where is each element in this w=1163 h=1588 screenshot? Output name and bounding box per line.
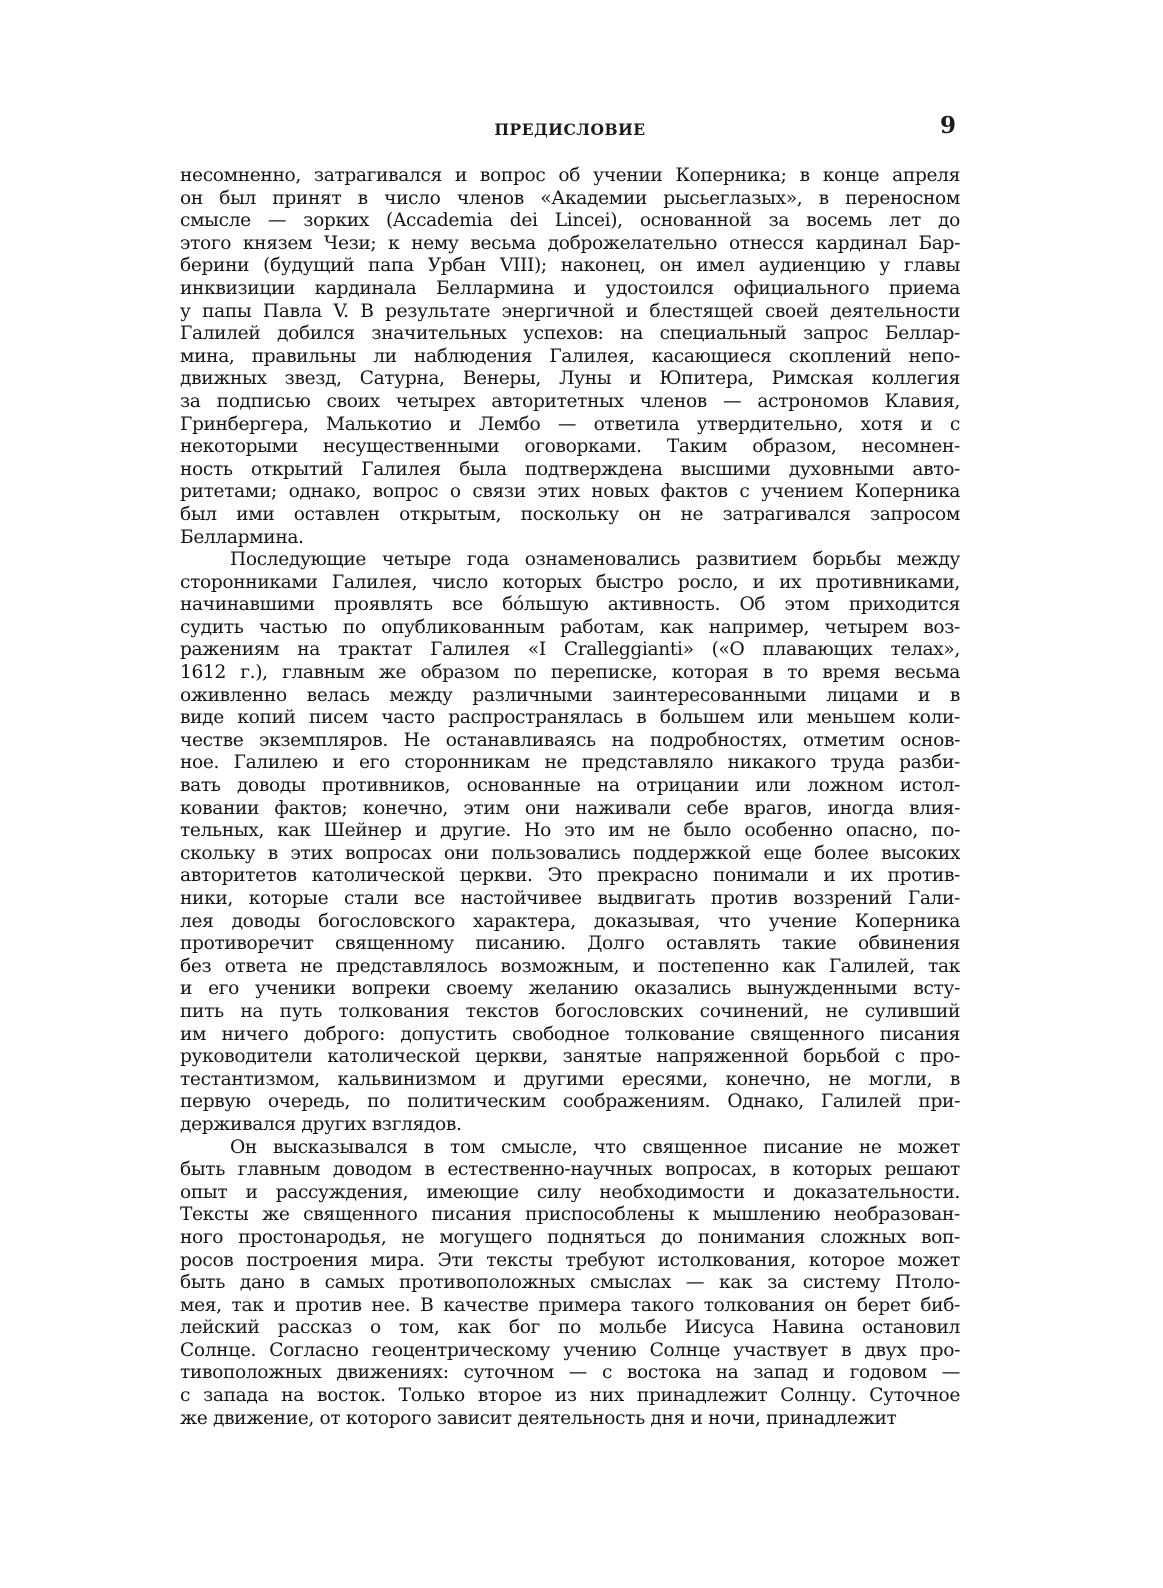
text-line: ность открытий Галилея была подтверждена высшими духовными авто- <box>180 458 960 480</box>
text-line: был ими оставлен открытым, поскольку он не затрагивался запросом <box>180 503 960 525</box>
text-line: пить на путь толкования текстов богословских сочинений, не суливший <box>180 1000 960 1022</box>
running-title: ПРЕДИСЛОВИЕ <box>494 120 646 139</box>
text-line: им ничего доброго: допустить свободное толкование священного писания <box>180 1023 960 1045</box>
text-line: вать доводы противников, основанные на отрицании или ложном истол- <box>180 775 960 797</box>
text-line: мея, так и против нее. В качестве примера такого толкования он берет биб- <box>180 1294 960 1316</box>
text-line: ное. Галилею и его сторонникам не представляло никакого труда разби- <box>180 752 960 774</box>
text-line: смысле — зорких (Accademia dei Lincei), основанной за восемь лет до <box>180 210 960 232</box>
text-line: тивоположных движениях: суточном — с востока на запад и годовом — <box>180 1362 960 1384</box>
text-line: Солнце. Согласно геоцентрическому учению Солнце участвует в двух про- <box>180 1339 960 1361</box>
paragraph <box>180 165 960 549</box>
text-line: ники, которые стали все настойчивее выдвигать против воззрений Гали- <box>180 888 960 909</box>
text-line: сторонниками Галилея, число которых быстро росло, и их противниками, <box>180 571 960 593</box>
text-line: ражениям на трактат Галилея «I Cralleggianti» («О плавающих телах», <box>180 639 960 661</box>
text-line: начинавшими проявлять все бо́льшую активность. Об этом приходится <box>180 594 960 616</box>
text-line: ритетами; однако, вопрос о связи этих новых фактов с учением Коперника <box>180 481 960 503</box>
text-line: росов построения мира. Эти тексты требуют истолкования, которое может <box>180 1249 960 1271</box>
text-line: держивался других взглядов. <box>180 1113 462 1135</box>
text-line: виде копий писем часто распространялась в большем или меньшем коли- <box>180 707 960 729</box>
text-line: лея доводы богословского характера, доказывая, что учение Коперника <box>180 910 960 932</box>
text-line: судить частью по опубликованным работам, как например, четырем воз- <box>180 616 960 638</box>
text-line: оживленно велась между различными заинтересованными лицами и в <box>180 684 960 706</box>
text-line: инквизиции кардинала Беллармина и удостоился официального приема <box>180 277 960 299</box>
text-line: этого князем Чези; к нему весьма доброжелательно отнесся кардинал Бар- <box>180 232 960 254</box>
text-line: тестантизмом, кальвинизмом и другими ересями, конечно, не могли, в <box>180 1068 960 1090</box>
text-line: Тексты же священного писания приспособлены к мышлению необразован- <box>180 1204 960 1226</box>
text-line: несомненно, затрагивался и вопрос об учении Коперника; в конце апреля <box>180 165 960 186</box>
text-line: ковании фактов; конечно, этим они наживали себе врагов, иногда влия- <box>180 797 960 819</box>
text-line: противоречит священному писанию. Долго оставлять такие обвинения <box>180 933 960 955</box>
paragraph <box>180 1137 960 1431</box>
body-text <box>180 165 960 1430</box>
text-line: первую очередь, по политическим соображениям. Однако, Галилей при- <box>180 1091 960 1113</box>
text-line: быть главным доводом в естественно-научных вопросах, в которых решают <box>180 1159 960 1181</box>
text-line: некоторыми несущественными оговорками. Таким образом, несомнен- <box>180 436 960 458</box>
text-line: берини (будущий папа Урбан VIII); наконец, он имел аудиенцию у главы <box>180 255 960 277</box>
text-line: тельных, как Шейнер и другие. Но это им не было особенно опасно, по- <box>180 820 960 842</box>
text-line: движных звезд, Сатурна, Венеры, Луны и Юпитера, Римская коллегия <box>180 368 960 390</box>
text-line: 1612 г.), главным же образом по переписке, которая в то время весьма <box>180 662 960 684</box>
text-line: Галилей добился значительных успехов: на специальный запрос Беллар- <box>180 323 960 345</box>
text-line: у папы Павла V. В результате энергичной и блестящей своей деятельности <box>180 300 960 322</box>
text-line: мина, правильны ли наблюдения Галилея, касающиеся скоплений непо- <box>180 345 960 367</box>
text-line: Беллармина. <box>180 526 304 548</box>
text-line: скольку в этих вопросах они пользовались поддержкой еще более высоких <box>180 842 960 864</box>
text-line: честве экземпляров. Не останавливаясь на подробностях, отметим основ- <box>180 729 960 751</box>
text-line: ного простонародья, не могущего подняться до понимания сложных воп- <box>180 1226 960 1248</box>
text-line: и его ученики вопреки своему желанию оказались вынужденными всту- <box>180 978 960 1000</box>
text-line: руководители католической церкви, занятые напряженной борьбой с про- <box>180 1046 960 1068</box>
text-line: авторитетов католической церкви. Это прекрасно понимали и их против- <box>180 865 960 887</box>
text-line: опыт и рассуждения, имеющие силу необходимости и доказательности. <box>180 1181 960 1203</box>
text-line: лейский рассказ о том, как бог по мольбе Иисуса Навина остановил <box>180 1317 960 1339</box>
text-line: же движение, от которого зависит деятельность дня и ночи, принадлежит <box>180 1407 897 1429</box>
text-line: с запада на восток. Только второе из них принадлежит Солнцу. Суточное <box>180 1385 960 1407</box>
text-line: Последующие четыре года ознаменовались развитием борьбы между <box>230 549 960 571</box>
page-number: 9 <box>939 112 956 139</box>
paragraph <box>180 549 960 1136</box>
running-head <box>180 112 960 152</box>
text-line: без ответа не представлялось возможным, и постепенно как Галилей, так <box>180 955 960 977</box>
text-line: Он высказывался в том смысле, что священное писание не может <box>230 1136 960 1158</box>
text-line: быть дано в самых противоположных смыслах — как за систему Птоло- <box>180 1272 960 1294</box>
text-line: за подписью своих четырех авторитетных членов — астрономов Клавия, <box>180 390 960 412</box>
text-line: Гринбергера, Малькотио и Лембо — ответила утвердительно, хотя и с <box>180 413 960 435</box>
text-line: он был принят в число членов «Академии рысьеглазых», в переносном <box>180 187 960 209</box>
